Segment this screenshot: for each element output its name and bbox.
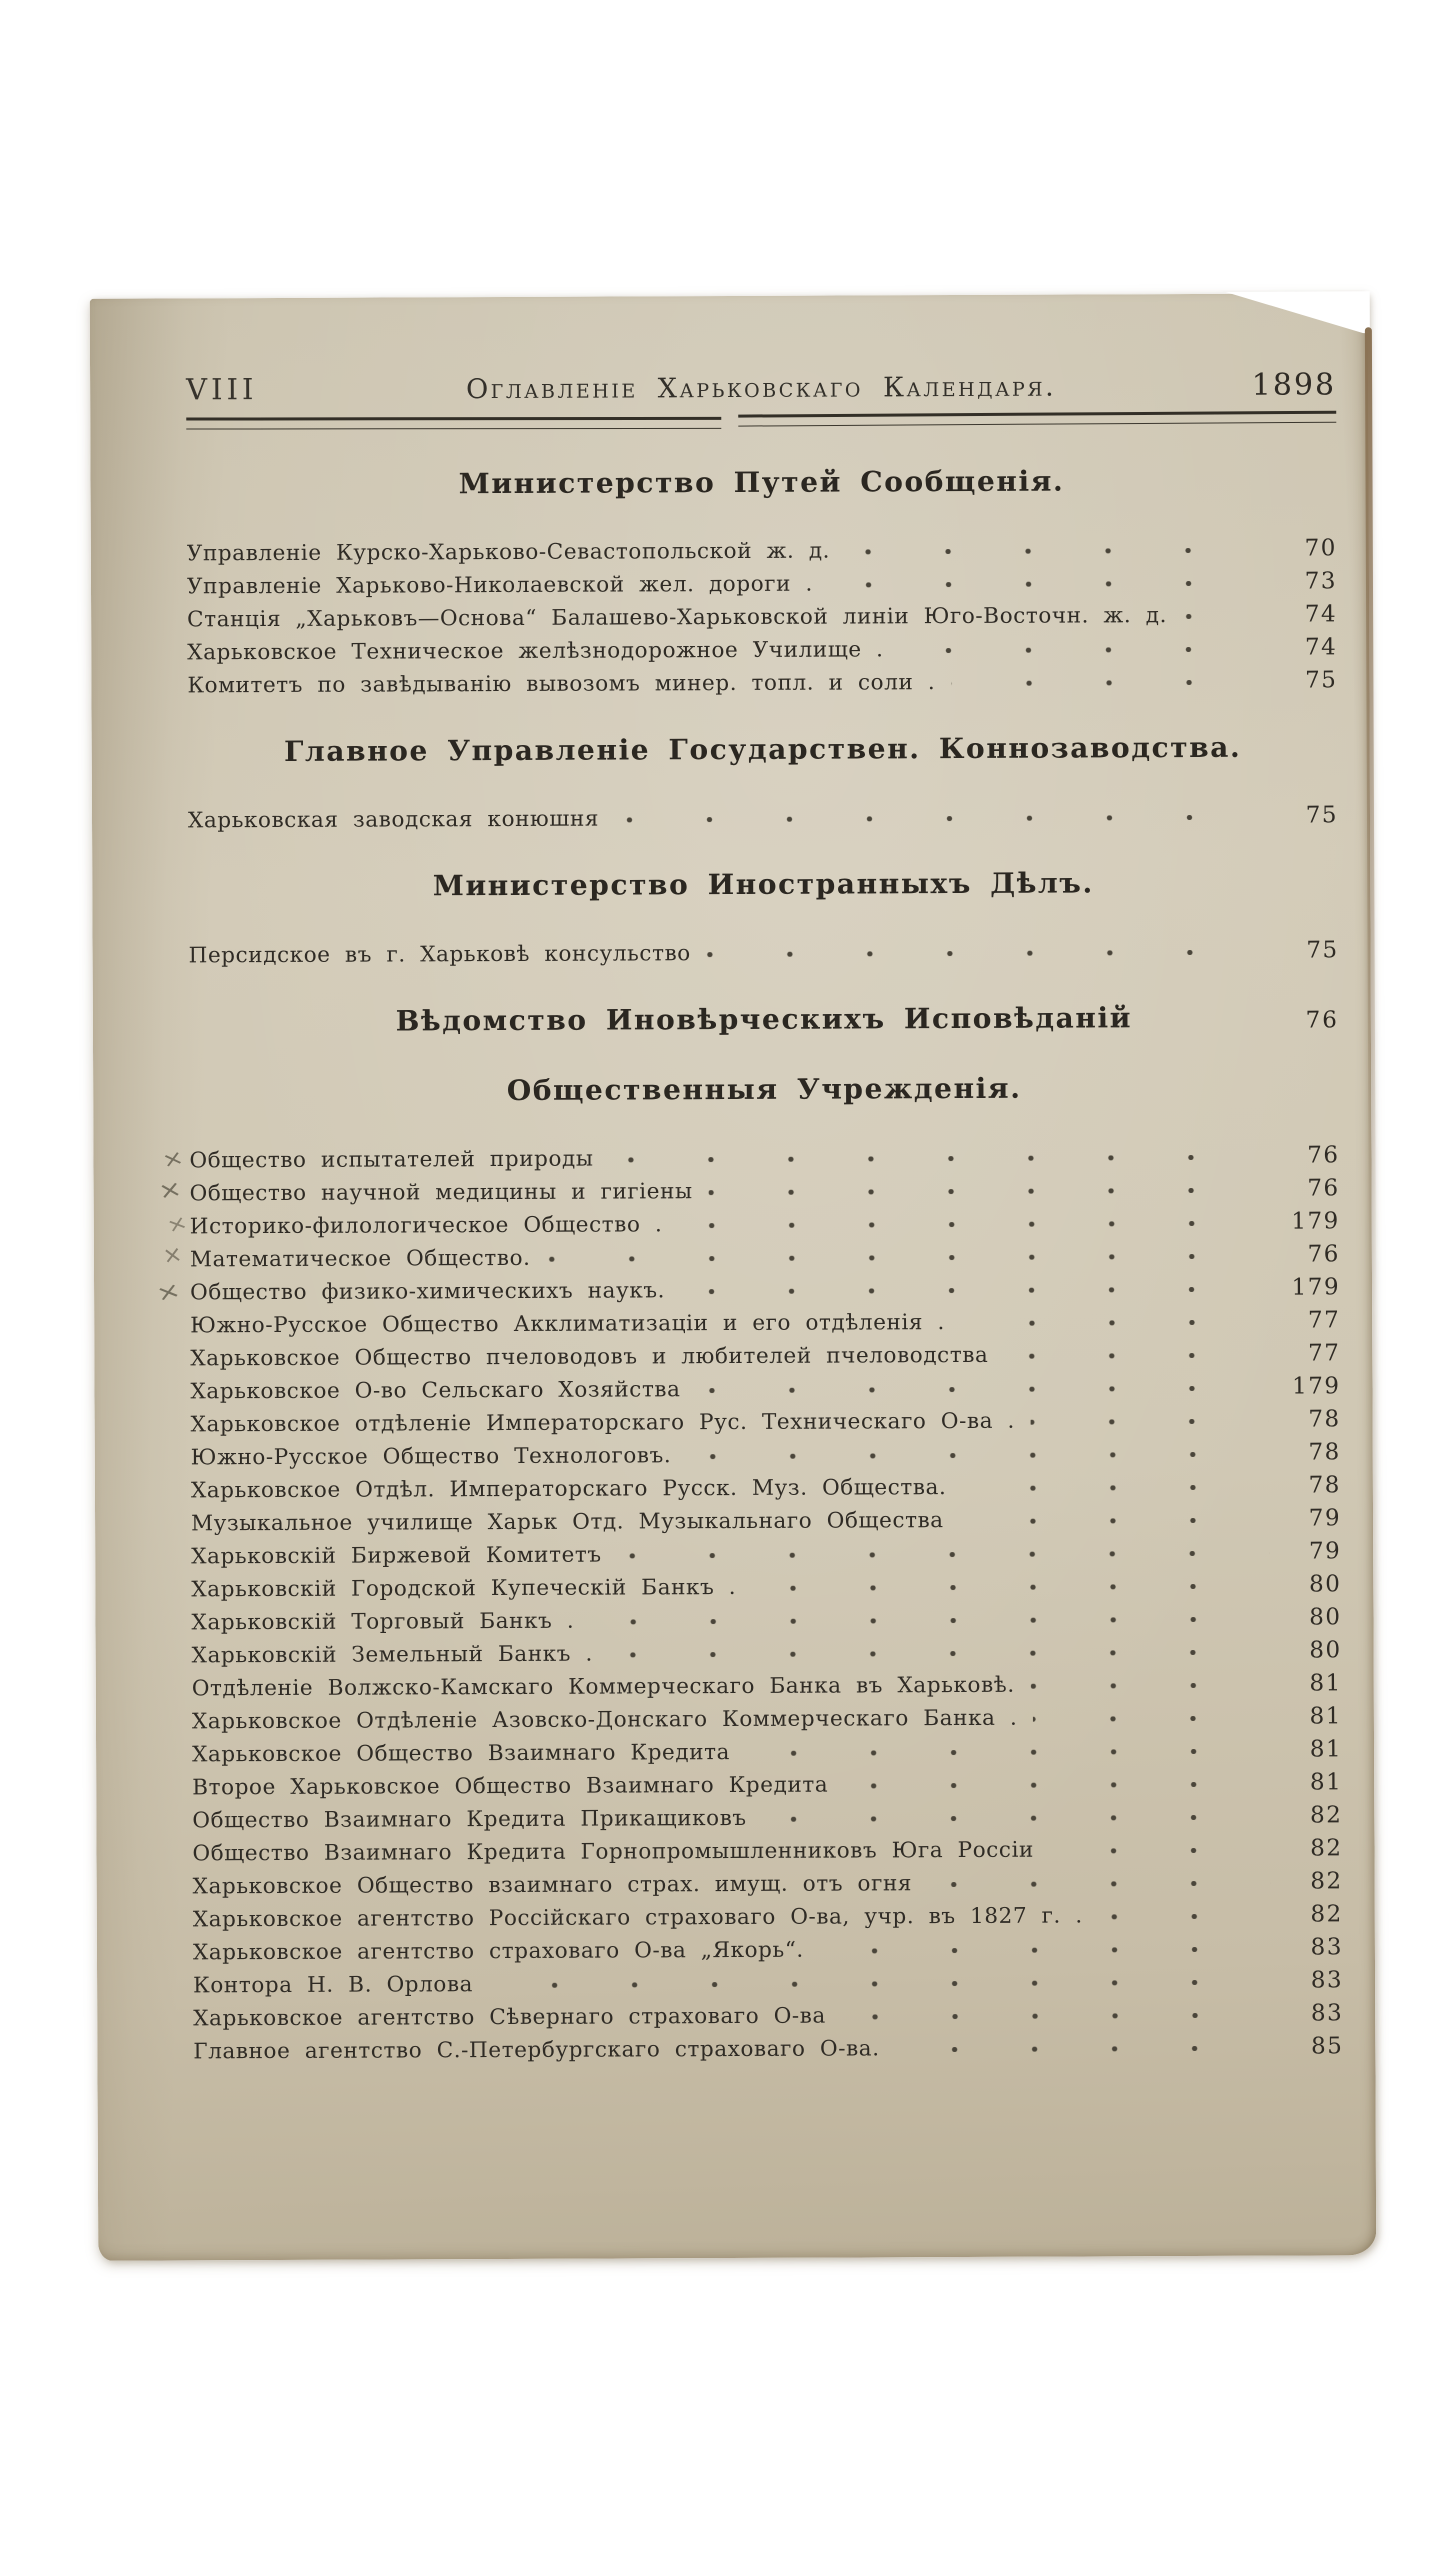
entry-page-number: 80: [1309, 1604, 1342, 1631]
page-right-edge: [1365, 327, 1376, 1307]
dot-leader: [547, 1254, 1268, 1262]
section-heading-text: Главное Управленіе Государствен. Коннозаводства.: [284, 730, 1242, 768]
toc-entry: [187, 598, 1337, 636]
entry-page-number: 79: [1308, 1505, 1342, 1532]
entry-page-number: 76: [1307, 1175, 1340, 1202]
table-of-contents: [153, 462, 1344, 2068]
dot-leader: [1099, 1914, 1271, 1920]
entry-title: Харьковскій Торговый Банкъ .: [191, 1608, 575, 1636]
page-content: [153, 367, 1344, 2220]
toc-entry: [191, 1535, 1341, 1573]
entry-page-number: 80: [1309, 1571, 1342, 1598]
dot-leader: [1033, 1716, 1270, 1722]
dot-leader: [961, 1320, 1268, 1326]
dot-leader: [618, 1551, 1270, 1559]
page-header-title: Оглавленіе Харьковскаго Календаря.: [465, 371, 1057, 406]
pencil-mark-icon: ×: [159, 1145, 187, 1174]
entry-page-number: 70: [1304, 535, 1337, 562]
entry-page-number: 81: [1309, 1703, 1342, 1730]
toc-entry: [187, 565, 1337, 603]
entry-page-number: 75: [1305, 802, 1339, 829]
entry-title: Харьковское Общество взаимнаго страх. имущ. отъ огня: [192, 1871, 913, 1900]
toc-entry: [164, 1205, 1340, 1243]
entry-title: Харьковскій Городской Купеческій Банкъ .: [191, 1574, 737, 1603]
entry-title: Музыкальное училище Харьк Отд. Музыкальнаго Общества: [191, 1508, 944, 1537]
entry-title: Второе Харьковское Общество Взаимнаго Кредита: [192, 1772, 829, 1801]
dot-leader: [842, 2013, 1271, 2020]
entry-title: Южно-Русское Общество Акклиматизаціи и его отдѣленія .: [190, 1310, 945, 1339]
dot-leader: [590, 1617, 1269, 1625]
dot-leader: [962, 1485, 1269, 1491]
toc-entry: [193, 1964, 1343, 2002]
toc-entry: [192, 1799, 1342, 1837]
dot-leader: [1004, 1353, 1268, 1359]
entry-title: Персидское въ г. Харьковѣ консульство: [188, 941, 691, 969]
entry-title: Общество Взаимнаго Кредита Прикащиковъ: [192, 1805, 747, 1834]
entry-page-number: 76: [1307, 1241, 1340, 1268]
toc-entry: [187, 631, 1337, 669]
entry-title: Южно-Русское Общество Технологовъ.: [190, 1443, 672, 1471]
dot-leader: [846, 548, 1265, 555]
pencil-mark-icon: ×: [153, 1277, 185, 1308]
entry-title: Контора Н. В. Орлова: [193, 1972, 474, 1999]
toc-entry: [193, 2030, 1343, 2068]
dot-leader: [900, 647, 1266, 654]
dot-leader: [951, 680, 1265, 686]
section-heading-text: Вѣдомство Иновѣрческихъ Исповѣданій: [395, 1001, 1133, 1038]
rule-right-segment: [738, 411, 1336, 427]
section-heading: [188, 864, 1338, 905]
toc-entry: [193, 1997, 1343, 2035]
entry-title: Харьковское Отдѣленіе Азовско-Донскаго Коммерческаго Банка .: [191, 1705, 1018, 1735]
entry-page-number: 77: [1307, 1307, 1341, 1334]
entry-title: Харьковское агентство Россійскаго страховаго О-ва, учр. въ 1827 г. .: [192, 1903, 1083, 1933]
entry-page-number: 73: [1304, 568, 1338, 595]
entry-page-number: 76: [1307, 1142, 1340, 1169]
toc-entry: [187, 532, 1337, 570]
entry-page-number: 74: [1304, 634, 1338, 661]
section-heading-text: Министерство Путей Сообщенія.: [458, 464, 1065, 501]
entry-page-number: 77: [1308, 1340, 1341, 1367]
entry-page-number: 83: [1310, 1934, 1343, 1961]
entry-title: Комитетъ по завѣдыванію вывозомъ минер. топл. и соли .: [187, 670, 936, 699]
entry-page-number: 75: [1305, 667, 1338, 694]
entry-title: Главное агентство С.-Петербургскаго страховаго О-ва.: [193, 2036, 880, 2065]
entry-title: Харьковское Отдѣл. Императорскаго Русск. Муз. Общества.: [190, 1475, 947, 1504]
entry-title: Харьковскій Биржевой Комитетъ: [191, 1542, 602, 1570]
section-heading: [186, 462, 1336, 503]
page-folio: VIII: [186, 372, 258, 407]
entry-title: Историко-филологическое Общество .: [189, 1212, 663, 1240]
toc-entry: [191, 1568, 1341, 1606]
dot-leader: [746, 1749, 1270, 1756]
dot-leader: [1031, 1683, 1270, 1689]
dot-leader: [752, 1584, 1269, 1591]
dot-leader: [707, 950, 1267, 957]
page-corner-fold-icon: [1220, 291, 1370, 334]
entry-title: Общество Взаимнаго Кредита Горнопромышленниковъ Юга Россіи: [192, 1837, 1035, 1867]
toc-entry: [192, 1832, 1342, 1870]
dot-leader: [829, 581, 1265, 588]
entry-page-number: 74: [1304, 601, 1338, 628]
entry-page-number: 85: [1311, 2033, 1344, 2060]
toc-entry: [193, 1865, 1343, 1903]
section-heading: [189, 1069, 1339, 1110]
entry-page-number: 81: [1309, 1769, 1343, 1796]
toc-entry: [188, 799, 1338, 837]
toc-entry: [191, 1601, 1341, 1639]
dot-leader: [610, 1155, 1268, 1163]
dot-leader: [687, 1452, 1269, 1460]
dot-leader: [896, 2046, 1272, 2053]
entry-title: Харьковское Общество Взаимнаго Кредита: [192, 1740, 731, 1768]
toc-entry: [191, 1469, 1341, 1507]
entry-title: Общество научной медицины и гигіены: [189, 1179, 693, 1207]
toc-entry: [191, 1403, 1341, 1441]
toc-entry: [192, 1700, 1342, 1738]
entry-title: Управленіе Курско-Харьково-Севастопольской ж. д.: [186, 538, 831, 567]
toc-entry: [159, 1139, 1340, 1177]
entry-title: Харьковское агентство страховаго О-ва „Якорь“.: [192, 1937, 804, 1966]
toc-entry: [192, 1667, 1342, 1705]
dot-leader: [928, 1881, 1271, 1887]
entry-page-number: 82: [1310, 1901, 1343, 1928]
entry-title: Отдѣленіе Волжско-Камскаго Коммерческаго Банка въ Харьковѣ.: [191, 1672, 1015, 1702]
toc-entry: [193, 1931, 1343, 1969]
entry-page-number: 81: [1309, 1736, 1343, 1763]
dot-leader: [489, 1980, 1271, 1988]
entry-title: Харьковское О-во Сельскаго Хозяйства: [190, 1377, 681, 1405]
entry-page-number: 75: [1306, 937, 1339, 964]
toc-entry: [191, 1502, 1341, 1540]
entry-page-number: 78: [1308, 1406, 1341, 1433]
entry-page-number: 81: [1309, 1670, 1342, 1697]
entry-page-number: 78: [1308, 1472, 1341, 1499]
entry-title: Харьковское Общество пчеловодовъ и любителей пчеловодства: [190, 1342, 989, 1372]
entry-page-number: 80: [1309, 1637, 1342, 1664]
entry-page-number: 82: [1310, 1835, 1343, 1862]
entry-page-number: 179: [1291, 1274, 1341, 1301]
entry-title: Харьковскій Земельный Банкъ .: [191, 1641, 593, 1669]
entry-page-number: 82: [1310, 1802, 1343, 1829]
dot-leader: [1050, 1848, 1271, 1854]
toc-entry: [187, 664, 1337, 702]
dot-leader: [1031, 1419, 1269, 1425]
entry-title: Харьковское агентство Сѣвернаго страховаго О-ва: [193, 2003, 826, 2032]
toc-entry: [161, 1238, 1340, 1276]
dot-leader: [681, 1287, 1268, 1295]
toc-entry: [190, 1304, 1340, 1342]
dot-leader: [763, 1815, 1271, 1822]
entry-title: Харьковское отдѣленіе Императорскаго Рус. Техническаго О-ва .: [190, 1408, 1016, 1438]
entry-title: Станція „Харьковъ—Основа“ Балашево-Харьковской линіи Юго-Восточн. ж. д.: [187, 603, 1168, 633]
entry-title: Харьковская заводская конюшня: [187, 806, 600, 834]
page-year: 1898: [1251, 367, 1337, 403]
page-header: [186, 367, 1336, 408]
toc-entry: [153, 1271, 1341, 1309]
dot-leader: [1183, 614, 1265, 619]
dot-leader: [609, 1650, 1270, 1658]
header-double-rule: [186, 411, 1336, 427]
rule-left-segment: [186, 417, 721, 430]
entry-page-number: 82: [1310, 1868, 1343, 1895]
section-heading-page-number: 76: [1305, 1007, 1339, 1034]
entry-title: Общество испытателей природы: [189, 1146, 594, 1174]
section-heading: [189, 999, 1339, 1040]
entry-page-number: 83: [1310, 2000, 1344, 2027]
pencil-mark-icon: ×: [156, 1175, 185, 1206]
toc-entry: [192, 1733, 1342, 1771]
section-heading-text: Общественныя Учрежденія.: [506, 1071, 1022, 1107]
entry-title: Математическое Общество.: [189, 1245, 531, 1273]
section-heading: [188, 729, 1338, 770]
toc-entry: [190, 1370, 1340, 1408]
entry-page-number: 83: [1310, 1967, 1344, 1994]
dot-leader: [678, 1221, 1267, 1229]
entry-page-number: 78: [1308, 1439, 1341, 1466]
dot-leader: [820, 1947, 1271, 1954]
entry-page-number: 79: [1308, 1538, 1342, 1565]
dot-leader: [709, 1188, 1268, 1195]
toc-entry: [191, 1436, 1341, 1474]
pencil-mark-icon: ×: [164, 1210, 191, 1239]
entry-page-number: 179: [1292, 1373, 1341, 1400]
pencil-mark-icon: ×: [161, 1241, 185, 1270]
toc-entry: [193, 1898, 1343, 1936]
book-page: [90, 293, 1377, 2261]
dot-leader: [844, 1782, 1270, 1789]
entry-page-number: 179: [1291, 1208, 1340, 1235]
entry-title: Общество физико-химическихъ наукъ.: [190, 1278, 666, 1306]
entry-title: Управленіе Харьково-Николаевской жел. дороги .: [186, 571, 813, 600]
toc-entry: [190, 1337, 1340, 1375]
toc-entry: [192, 1634, 1342, 1672]
entry-title: Харьковское Техническое желѣзнодорожное Училище .: [187, 637, 884, 666]
dot-leader: [960, 1518, 1269, 1524]
section-heading-text: Министерство Иностранныхъ Дѣлъ.: [432, 866, 1094, 903]
toc-entry: [189, 934, 1339, 972]
toc-entry: [156, 1172, 1340, 1210]
dot-leader: [697, 1386, 1269, 1393]
dot-leader: [615, 815, 1266, 823]
toc-entry: [192, 1766, 1342, 1804]
